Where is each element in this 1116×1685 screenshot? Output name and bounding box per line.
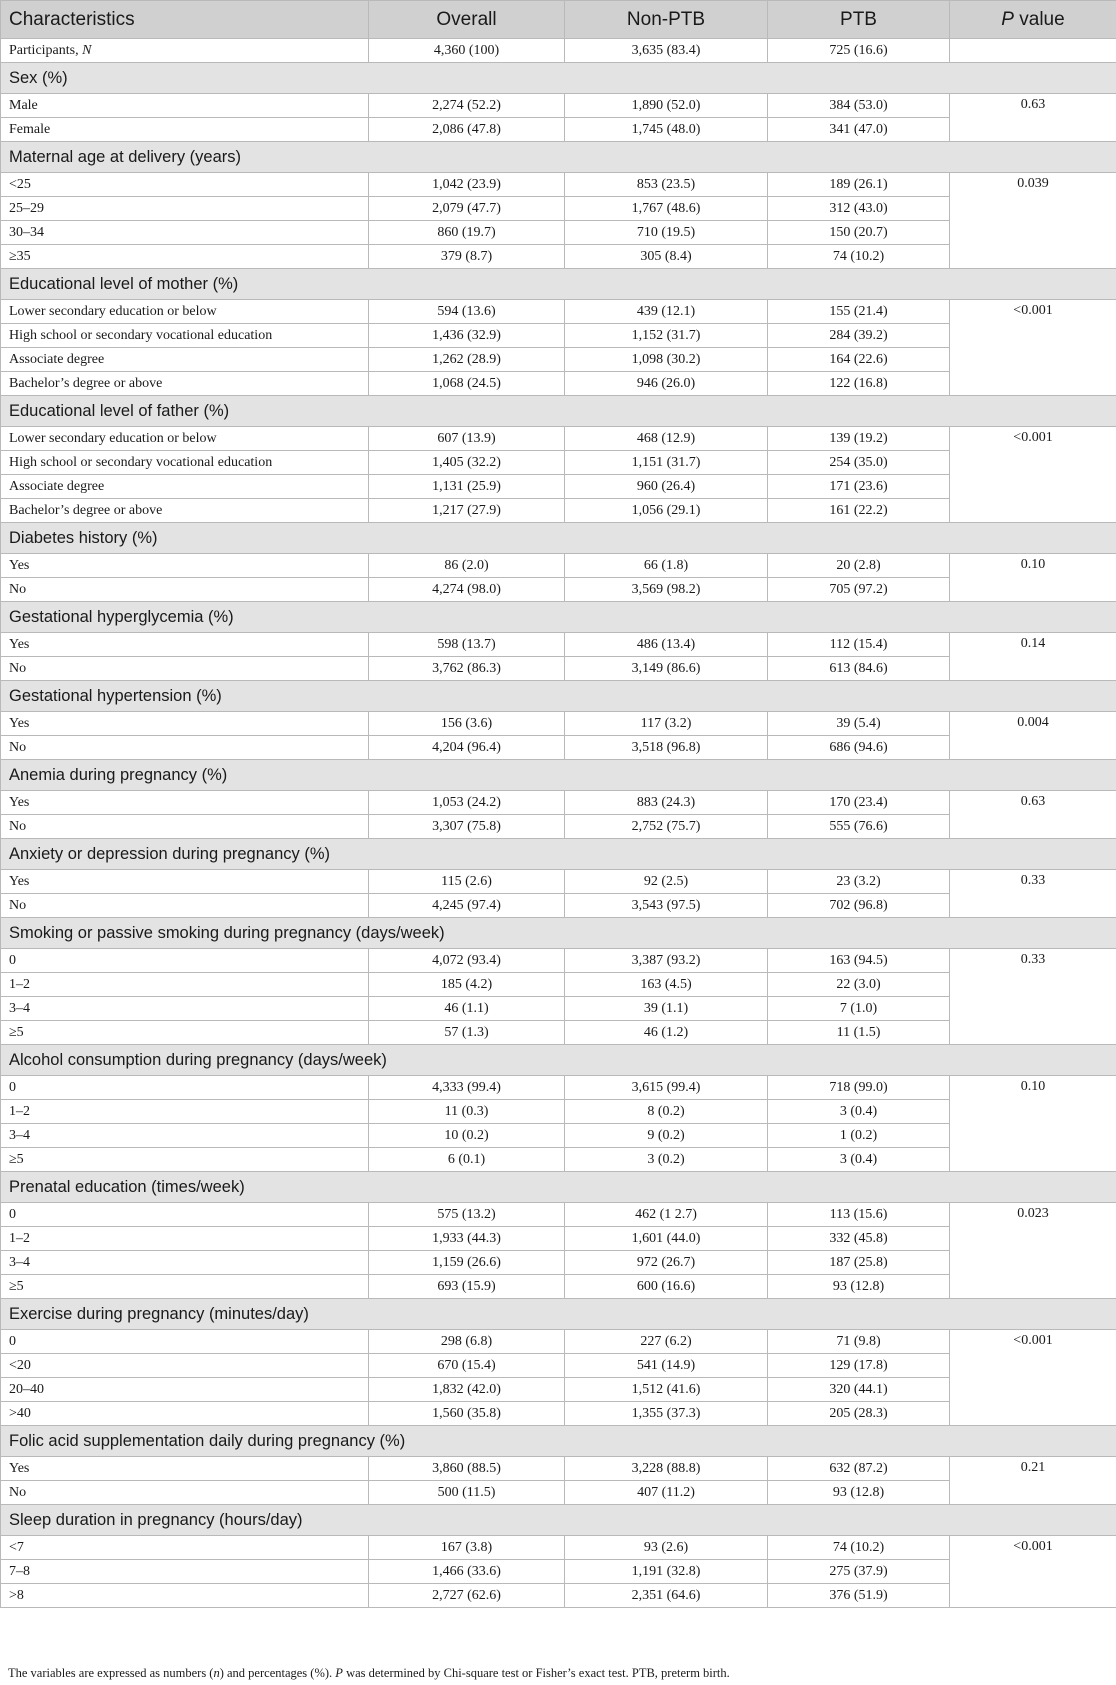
section-header-row (1, 1172, 1116, 1203)
section-header-row (1, 142, 1116, 173)
ptb-cell: 705 (97.2) (768, 578, 950, 602)
p-value-cell: 0.14 (950, 633, 1116, 681)
row-label: <25 (1, 173, 369, 197)
table-row (1, 1402, 1116, 1426)
ptb-cell: 122 (16.8) (768, 372, 950, 396)
row-label: 3–4 (1, 1124, 369, 1148)
p-value-cell: 0.10 (950, 1076, 1116, 1172)
table-row (1, 973, 1116, 997)
ptb-cell: 170 (23.4) (768, 791, 950, 815)
table-row (1, 94, 1116, 118)
overall-cell: 1,933 (44.3) (369, 1227, 565, 1251)
ptb-cell: 702 (96.8) (768, 894, 950, 918)
ptb-cell: 129 (17.8) (768, 1354, 950, 1378)
non-ptb-cell: 1,056 (29.1) (565, 499, 768, 523)
ptb-cell: 7 (1.0) (768, 997, 950, 1021)
footnote-p: P (335, 1666, 343, 1680)
table-row (1, 118, 1116, 142)
ptb-cell: 74 (10.2) (768, 245, 950, 269)
ptb-cell: 3 (0.4) (768, 1148, 950, 1172)
footnote-part1: The variables are expressed as numbers ( (8, 1666, 214, 1680)
overall-cell: 2,079 (47.7) (369, 197, 565, 221)
overall-cell: 86 (2.0) (369, 554, 565, 578)
table-row (1, 245, 1116, 269)
overall-cell: 3,307 (75.8) (369, 815, 565, 839)
p-value-cell: 0.33 (950, 949, 1116, 1045)
row-label: <7 (1, 1536, 369, 1560)
overall-cell: 670 (15.4) (369, 1354, 565, 1378)
participants-label-n: N (82, 42, 92, 58)
footnote-part3: was determined by Chi-square test or Fisher’s exact test. PTB, preterm birth. (342, 1666, 730, 1680)
table-row (1, 736, 1116, 760)
ptb-cell: 332 (45.8) (768, 1227, 950, 1251)
table-row (1, 173, 1116, 197)
non-ptb-cell: 163 (4.5) (565, 973, 768, 997)
ptb-cell: 113 (15.6) (768, 1203, 950, 1227)
overall-cell: 46 (1.1) (369, 997, 565, 1021)
header-p-value (950, 1, 1116, 39)
overall-cell: 185 (4.2) (369, 973, 565, 997)
ptb-cell: 161 (22.2) (768, 499, 950, 523)
non-ptb-cell: 3,518 (96.8) (565, 736, 768, 760)
row-label: Yes (1, 554, 369, 578)
table-row (1, 1378, 1116, 1402)
table-row (1, 1275, 1116, 1299)
section-title: Prenatal education (times/week) (1, 1172, 1116, 1203)
row-label: 3–4 (1, 1251, 369, 1275)
row-label: 1–2 (1, 1100, 369, 1124)
table-row (1, 633, 1116, 657)
row-label: No (1, 657, 369, 681)
table-row (1, 894, 1116, 918)
non-ptb-cell: 46 (1.2) (565, 1021, 768, 1045)
table-row (1, 324, 1116, 348)
non-ptb-cell: 462 (1 2.7) (565, 1203, 768, 1227)
table-row (1, 1148, 1116, 1172)
ptb-cell: 93 (12.8) (768, 1275, 950, 1299)
p-value-cell: 0.039 (950, 173, 1116, 269)
row-label: Yes (1, 791, 369, 815)
non-ptb-cell: 1,355 (37.3) (565, 1402, 768, 1426)
table-row (1, 578, 1116, 602)
ptb-cell: 341 (47.0) (768, 118, 950, 142)
row-label: High school or secondary vocational education (1, 451, 369, 475)
row-label: Yes (1, 870, 369, 894)
overall-cell: 6 (0.1) (369, 1148, 565, 1172)
row-label: No (1, 894, 369, 918)
participants-ptb: 725 (16.6) (768, 39, 950, 63)
section-title: Anemia during pregnancy (%) (1, 760, 1116, 791)
overall-cell: 1,053 (24.2) (369, 791, 565, 815)
non-ptb-cell: 2,351 (64.6) (565, 1584, 768, 1608)
table-row (1, 300, 1116, 324)
row-label: No (1, 578, 369, 602)
section-header-row (1, 269, 1116, 300)
p-value-cell: 0.63 (950, 791, 1116, 839)
table-row (1, 1481, 1116, 1505)
section-header-row (1, 63, 1116, 94)
overall-cell: 10 (0.2) (369, 1124, 565, 1148)
overall-cell: 3,762 (86.3) (369, 657, 565, 681)
p-value-cell: 0.023 (950, 1203, 1116, 1299)
section-title: Folic acid supplementation daily during pregnancy (%) (1, 1426, 1116, 1457)
ptb-cell: 164 (22.6) (768, 348, 950, 372)
overall-cell: 1,217 (27.9) (369, 499, 565, 523)
table-row (1, 949, 1116, 973)
overall-cell: 11 (0.3) (369, 1100, 565, 1124)
section-title: Gestational hyperglycemia (%) (1, 602, 1116, 633)
row-label: 3–4 (1, 997, 369, 1021)
ptb-cell: 155 (21.4) (768, 300, 950, 324)
table-row (1, 1560, 1116, 1584)
section-title: Diabetes history (%) (1, 523, 1116, 554)
section-title: Anxiety or depression during pregnancy (%) (1, 839, 1116, 870)
table-row (1, 1076, 1116, 1100)
row-label: 0 (1, 1330, 369, 1354)
row-label: Yes (1, 1457, 369, 1481)
table-row (1, 427, 1116, 451)
table-row (1, 1584, 1116, 1608)
non-ptb-cell: 1,767 (48.6) (565, 197, 768, 221)
overall-cell: 1,042 (23.9) (369, 173, 565, 197)
row-label: Associate degree (1, 475, 369, 499)
ptb-cell: 187 (25.8) (768, 1251, 950, 1275)
ptb-cell: 320 (44.1) (768, 1378, 950, 1402)
p-value-cell: 0.63 (950, 94, 1116, 142)
ptb-cell: 23 (3.2) (768, 870, 950, 894)
ptb-cell: 71 (9.8) (768, 1330, 950, 1354)
overall-cell: 860 (19.7) (369, 221, 565, 245)
ptb-cell: 150 (20.7) (768, 221, 950, 245)
row-label: 0 (1, 1076, 369, 1100)
non-ptb-cell: 2,752 (75.7) (565, 815, 768, 839)
non-ptb-cell: 541 (14.9) (565, 1354, 768, 1378)
ptb-cell: 384 (53.0) (768, 94, 950, 118)
ptb-cell: 376 (51.9) (768, 1584, 950, 1608)
row-label: Bachelor’s degree or above (1, 372, 369, 396)
table-row (1, 372, 1116, 396)
p-value-cell: 0.21 (950, 1457, 1116, 1505)
ptb-cell: 284 (39.2) (768, 324, 950, 348)
ptb-cell: 613 (84.6) (768, 657, 950, 681)
non-ptb-cell: 407 (11.2) (565, 1481, 768, 1505)
row-label: Associate degree (1, 348, 369, 372)
non-ptb-cell: 39 (1.1) (565, 997, 768, 1021)
footnote-part2: ) and percentages (%). (219, 1666, 336, 1680)
section-header-row (1, 1426, 1116, 1457)
ptb-cell: 632 (87.2) (768, 1457, 950, 1481)
header-overall: Overall (369, 1, 565, 39)
table-row (1, 554, 1116, 578)
overall-cell: 1,405 (32.2) (369, 451, 565, 475)
row-label: 0 (1, 1203, 369, 1227)
non-ptb-cell: 3,569 (98.2) (565, 578, 768, 602)
table-row (1, 451, 1116, 475)
non-ptb-cell: 8 (0.2) (565, 1100, 768, 1124)
section-title: Alcohol consumption during pregnancy (days/week) (1, 1045, 1116, 1076)
non-ptb-cell: 117 (3.2) (565, 712, 768, 736)
row-label: ≥35 (1, 245, 369, 269)
section-header-row (1, 918, 1116, 949)
overall-cell: 1,832 (42.0) (369, 1378, 565, 1402)
non-ptb-cell: 883 (24.3) (565, 791, 768, 815)
row-label: >8 (1, 1584, 369, 1608)
overall-cell: 115 (2.6) (369, 870, 565, 894)
p-value-cell: 0.10 (950, 554, 1116, 602)
section-title: Gestational hypertension (%) (1, 681, 1116, 712)
overall-cell: 598 (13.7) (369, 633, 565, 657)
ptb-cell: 93 (12.8) (768, 1481, 950, 1505)
participants-label-text: Participants, (9, 42, 83, 58)
non-ptb-cell: 9 (0.2) (565, 1124, 768, 1148)
section-header-row (1, 839, 1116, 870)
ptb-cell: 205 (28.3) (768, 1402, 950, 1426)
participants-overall: 4,360 (100) (369, 39, 565, 63)
ptb-cell: 74 (10.2) (768, 1536, 950, 1560)
non-ptb-cell: 468 (12.9) (565, 427, 768, 451)
row-label: High school or secondary vocational education (1, 324, 369, 348)
overall-cell: 1,159 (26.6) (369, 1251, 565, 1275)
overall-cell: 4,072 (93.4) (369, 949, 565, 973)
row-label: Yes (1, 633, 369, 657)
row-label: 1–2 (1, 973, 369, 997)
section-title: Sleep duration in pregnancy (hours/day) (1, 1505, 1116, 1536)
table-row (1, 499, 1116, 523)
table-row (1, 791, 1116, 815)
row-label: 30–34 (1, 221, 369, 245)
overall-cell: 1,262 (28.9) (369, 348, 565, 372)
ptb-cell: 171 (23.6) (768, 475, 950, 499)
section-title: Educational level of father (%) (1, 396, 1116, 427)
participants-non-ptb: 3,635 (83.4) (565, 39, 768, 63)
row-label: ≥5 (1, 1275, 369, 1299)
non-ptb-cell: 710 (19.5) (565, 221, 768, 245)
section-title: Maternal age at delivery (years) (1, 142, 1116, 173)
overall-cell: 2,727 (62.6) (369, 1584, 565, 1608)
header-non-ptb: Non-PTB (565, 1, 768, 39)
table-row (1, 1251, 1116, 1275)
overall-cell: 2,274 (52.2) (369, 94, 565, 118)
non-ptb-cell: 1,890 (52.0) (565, 94, 768, 118)
row-label: 20–40 (1, 1378, 369, 1402)
table-row (1, 997, 1116, 1021)
row-label: Male (1, 94, 369, 118)
section-title: Exercise during pregnancy (minutes/day) (1, 1299, 1116, 1330)
row-label: Lower secondary education or below (1, 427, 369, 451)
overall-cell: 4,333 (99.4) (369, 1076, 565, 1100)
header-p-italic: P (1001, 8, 1014, 30)
row-label: No (1, 815, 369, 839)
ptb-cell: 275 (37.9) (768, 1560, 950, 1584)
ptb-cell: 1 (0.2) (768, 1124, 950, 1148)
row-label: No (1, 1481, 369, 1505)
non-ptb-cell: 1,098 (30.2) (565, 348, 768, 372)
section-title: Smoking or passive smoking during pregnancy (days/week) (1, 918, 1116, 949)
row-label: Female (1, 118, 369, 142)
footnote-n: n (213, 1666, 220, 1680)
non-ptb-cell: 227 (6.2) (565, 1330, 768, 1354)
table-row (1, 1100, 1116, 1124)
overall-cell: 4,274 (98.0) (369, 578, 565, 602)
ptb-cell: 22 (3.0) (768, 973, 950, 997)
participants-label (1, 39, 369, 63)
ptb-cell: 3 (0.4) (768, 1100, 950, 1124)
table-row (1, 1021, 1116, 1045)
non-ptb-cell: 3,615 (99.4) (565, 1076, 768, 1100)
table-row (1, 1457, 1116, 1481)
ptb-cell: 163 (94.5) (768, 949, 950, 973)
section-header-row (1, 396, 1116, 427)
p-value-cell: <0.001 (950, 300, 1116, 396)
non-ptb-cell: 1,745 (48.0) (565, 118, 768, 142)
table-row (1, 815, 1116, 839)
non-ptb-cell: 3,387 (93.2) (565, 949, 768, 973)
overall-cell: 156 (3.6) (369, 712, 565, 736)
row-label: Lower secondary education or below (1, 300, 369, 324)
ptb-cell: 11 (1.5) (768, 1021, 950, 1045)
table-row (1, 657, 1116, 681)
row-label: Bachelor’s degree or above (1, 499, 369, 523)
table-row (1, 197, 1116, 221)
overall-cell: 2,086 (47.8) (369, 118, 565, 142)
overall-cell: 575 (13.2) (369, 1203, 565, 1227)
table-row (1, 475, 1116, 499)
overall-cell: 594 (13.6) (369, 300, 565, 324)
ptb-cell: 189 (26.1) (768, 173, 950, 197)
table-row (1, 712, 1116, 736)
non-ptb-cell: 486 (13.4) (565, 633, 768, 657)
overall-cell: 4,245 (97.4) (369, 894, 565, 918)
table-row (1, 1124, 1116, 1148)
non-ptb-cell: 3,543 (97.5) (565, 894, 768, 918)
row-label: <20 (1, 1354, 369, 1378)
table-row (1, 348, 1116, 372)
non-ptb-cell: 439 (12.1) (565, 300, 768, 324)
non-ptb-cell: 3 (0.2) (565, 1148, 768, 1172)
table-row (1, 1227, 1116, 1251)
row-label: 25–29 (1, 197, 369, 221)
overall-cell: 57 (1.3) (369, 1021, 565, 1045)
non-ptb-cell: 1,601 (44.0) (565, 1227, 768, 1251)
non-ptb-cell: 946 (26.0) (565, 372, 768, 396)
non-ptb-cell: 1,152 (31.7) (565, 324, 768, 348)
row-label: ≥5 (1, 1148, 369, 1172)
section-title: Sex (%) (1, 63, 1116, 94)
overall-cell: 167 (3.8) (369, 1536, 565, 1560)
ptb-cell: 20 (2.8) (768, 554, 950, 578)
section-header-row (1, 523, 1116, 554)
overall-cell: 1,068 (24.5) (369, 372, 565, 396)
non-ptb-cell: 92 (2.5) (565, 870, 768, 894)
table-row (1, 1330, 1116, 1354)
header-ptb: PTB (768, 1, 950, 39)
row-label: No (1, 736, 369, 760)
non-ptb-cell: 305 (8.4) (565, 245, 768, 269)
table-row (1, 221, 1116, 245)
p-value-cell: 0.33 (950, 870, 1116, 918)
participants-p (950, 39, 1116, 63)
non-ptb-cell: 1,191 (32.8) (565, 1560, 768, 1584)
overall-cell: 3,860 (88.5) (369, 1457, 565, 1481)
overall-cell: 1,466 (33.6) (369, 1560, 565, 1584)
section-header-row (1, 1045, 1116, 1076)
row-label: >40 (1, 1402, 369, 1426)
table-row (1, 1354, 1116, 1378)
non-ptb-cell: 3,228 (88.8) (565, 1457, 768, 1481)
table-row (1, 1203, 1116, 1227)
row-label: Yes (1, 712, 369, 736)
header-p-rest: value (1013, 8, 1065, 30)
ptb-cell: 39 (5.4) (768, 712, 950, 736)
overall-cell: 4,204 (96.4) (369, 736, 565, 760)
non-ptb-cell: 1,512 (41.6) (565, 1378, 768, 1402)
row-label: ≥5 (1, 1021, 369, 1045)
non-ptb-cell: 93 (2.6) (565, 1536, 768, 1560)
overall-cell: 500 (11.5) (369, 1481, 565, 1505)
row-label: 0 (1, 949, 369, 973)
ptb-cell: 112 (15.4) (768, 633, 950, 657)
overall-cell: 298 (6.8) (369, 1330, 565, 1354)
section-header-row (1, 760, 1116, 791)
overall-cell: 607 (13.9) (369, 427, 565, 451)
p-value-cell: <0.001 (950, 427, 1116, 523)
overall-cell: 379 (8.7) (369, 245, 565, 269)
table-footnote (8, 1666, 730, 1681)
ptb-cell: 555 (76.6) (768, 815, 950, 839)
overall-cell: 693 (15.9) (369, 1275, 565, 1299)
section-header-row (1, 1505, 1116, 1536)
non-ptb-cell: 960 (26.4) (565, 475, 768, 499)
p-value-cell: <0.001 (950, 1536, 1116, 1608)
ptb-cell: 254 (35.0) (768, 451, 950, 475)
non-ptb-cell: 853 (23.5) (565, 173, 768, 197)
ptb-cell: 312 (43.0) (768, 197, 950, 221)
participants-row (1, 39, 1116, 63)
non-ptb-cell: 1,151 (31.7) (565, 451, 768, 475)
ptb-cell: 686 (94.6) (768, 736, 950, 760)
row-label: 7–8 (1, 1560, 369, 1584)
ptb-cell: 718 (99.0) (768, 1076, 950, 1100)
overall-cell: 1,131 (25.9) (369, 475, 565, 499)
section-header-row (1, 602, 1116, 633)
overall-cell: 1,436 (32.9) (369, 324, 565, 348)
header-characteristics: Characteristics (1, 1, 369, 39)
section-header-row (1, 681, 1116, 712)
table-row (1, 870, 1116, 894)
non-ptb-cell: 66 (1.8) (565, 554, 768, 578)
non-ptb-cell: 3,149 (86.6) (565, 657, 768, 681)
p-value-cell: <0.001 (950, 1330, 1116, 1426)
row-label: 1–2 (1, 1227, 369, 1251)
non-ptb-cell: 972 (26.7) (565, 1251, 768, 1275)
non-ptb-cell: 600 (16.6) (565, 1275, 768, 1299)
table-row (1, 1536, 1116, 1560)
ptb-cell: 139 (19.2) (768, 427, 950, 451)
section-header-row (1, 1299, 1116, 1330)
table-header-row (1, 1, 1116, 39)
p-value-cell: 0.004 (950, 712, 1116, 760)
overall-cell: 1,560 (35.8) (369, 1402, 565, 1426)
section-title: Educational level of mother (%) (1, 269, 1116, 300)
